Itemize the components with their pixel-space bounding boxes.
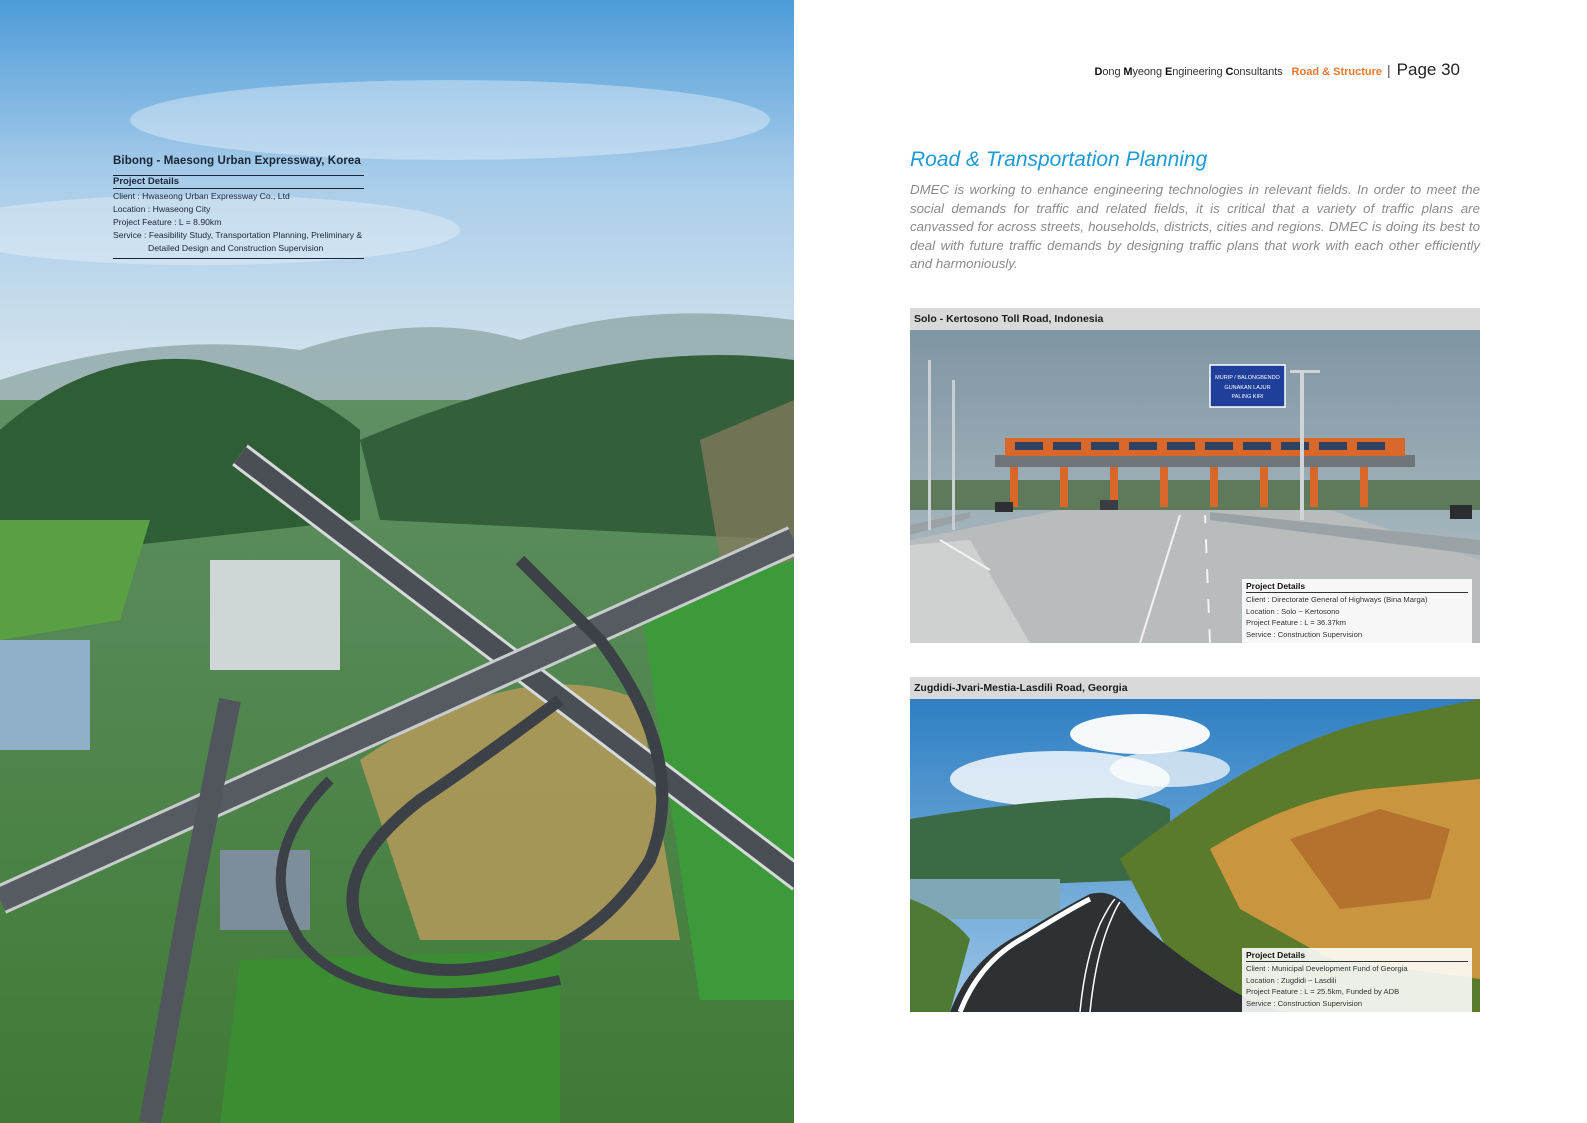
- company-word: ong: [1102, 66, 1124, 78]
- project-feature: Project Feature : L = 8.90km: [113, 217, 222, 227]
- project-card-georgia: [910, 677, 1480, 1012]
- company-initial: C: [1225, 66, 1234, 78]
- intro-paragraph: DMEC is working to enhance engineering technologies in relevant fields. In order to meet the social demands for traffic and related fields, it is critical that a variety of traffic plans are canvassed for across streets, households, districts, cities and regions. DMEC is doing its best to deal with future traffic demands by designing traffic plans that work with each other efficiently and harmoniously.: [910, 182, 1480, 271]
- company-initial: M: [1123, 66, 1133, 78]
- company-initial: D: [1094, 66, 1103, 78]
- company-word: onsultants: [1233, 66, 1283, 78]
- page-header: [1095, 60, 1460, 84]
- project-client: Client : Directorate General of Highways (Bina Marga): [1246, 594, 1428, 604]
- mountain-road-photo: [910, 699, 1480, 1012]
- project-feature: Project Feature : L = 25.5km, Funded by ADB: [1246, 987, 1400, 997]
- project-client: Client : Municipal Development Fund of Georgia: [1246, 963, 1408, 973]
- project-info-box: [1242, 579, 1472, 643]
- project-service: Service : Feasibility Study, Transportation Planning, Preliminary &: [113, 230, 363, 240]
- sign-line: MURIP / BALONGBENDO: [1215, 375, 1280, 381]
- project-service-cont: Detailed Design and Construction Supervision: [148, 243, 324, 253]
- project-feature: Project Feature : L = 36.37km: [1246, 618, 1346, 628]
- project-card-indonesia: [910, 308, 1480, 643]
- sign-line: PALING KIRI: [1231, 394, 1264, 400]
- project-client: Client : Hwaseong Urban Expressway Co., Ltd: [113, 191, 290, 201]
- project-details-label: Project Details: [1246, 950, 1468, 962]
- company-word: ngineering: [1172, 66, 1226, 78]
- featured-project-title: Bibong - Maesong Urban Expressway, Korea: [113, 155, 361, 167]
- company-initial: E: [1164, 66, 1173, 78]
- featured-project-details: [113, 155, 364, 259]
- section-name: Road & Structure: [1291, 66, 1383, 78]
- project-service: Service : Construction Supervision: [1246, 630, 1363, 640]
- project-service: Service : Construction Supervision: [1246, 999, 1363, 1009]
- project-location: Location : Zugdidi ~ Lasdili: [1246, 975, 1337, 985]
- company-name: [1095, 66, 1283, 78]
- project-details-label: Project Details: [113, 175, 364, 189]
- project-title: Solo - Kertosono Toll Road, Indonesia: [910, 308, 1480, 330]
- project-location: Location : Solo ~ Kertosono: [1246, 606, 1340, 616]
- project-info-box: [1242, 948, 1472, 1012]
- project-details-label: Project Details: [1246, 581, 1468, 593]
- section-heading: Road & Transportation Planning: [910, 148, 1208, 171]
- toll-plaza-photo: [910, 330, 1480, 643]
- header-separator: |: [1387, 62, 1391, 78]
- page-number: Page 30: [1396, 60, 1460, 79]
- project-location: Location : Hwaseong City: [113, 204, 211, 214]
- sign-line: GUNAKAN LAJUR: [1224, 385, 1271, 391]
- company-word: yeong: [1132, 66, 1165, 78]
- project-title: Zugdidi-Jvari-Mestia-Lasdili Road, Georgia: [910, 677, 1480, 699]
